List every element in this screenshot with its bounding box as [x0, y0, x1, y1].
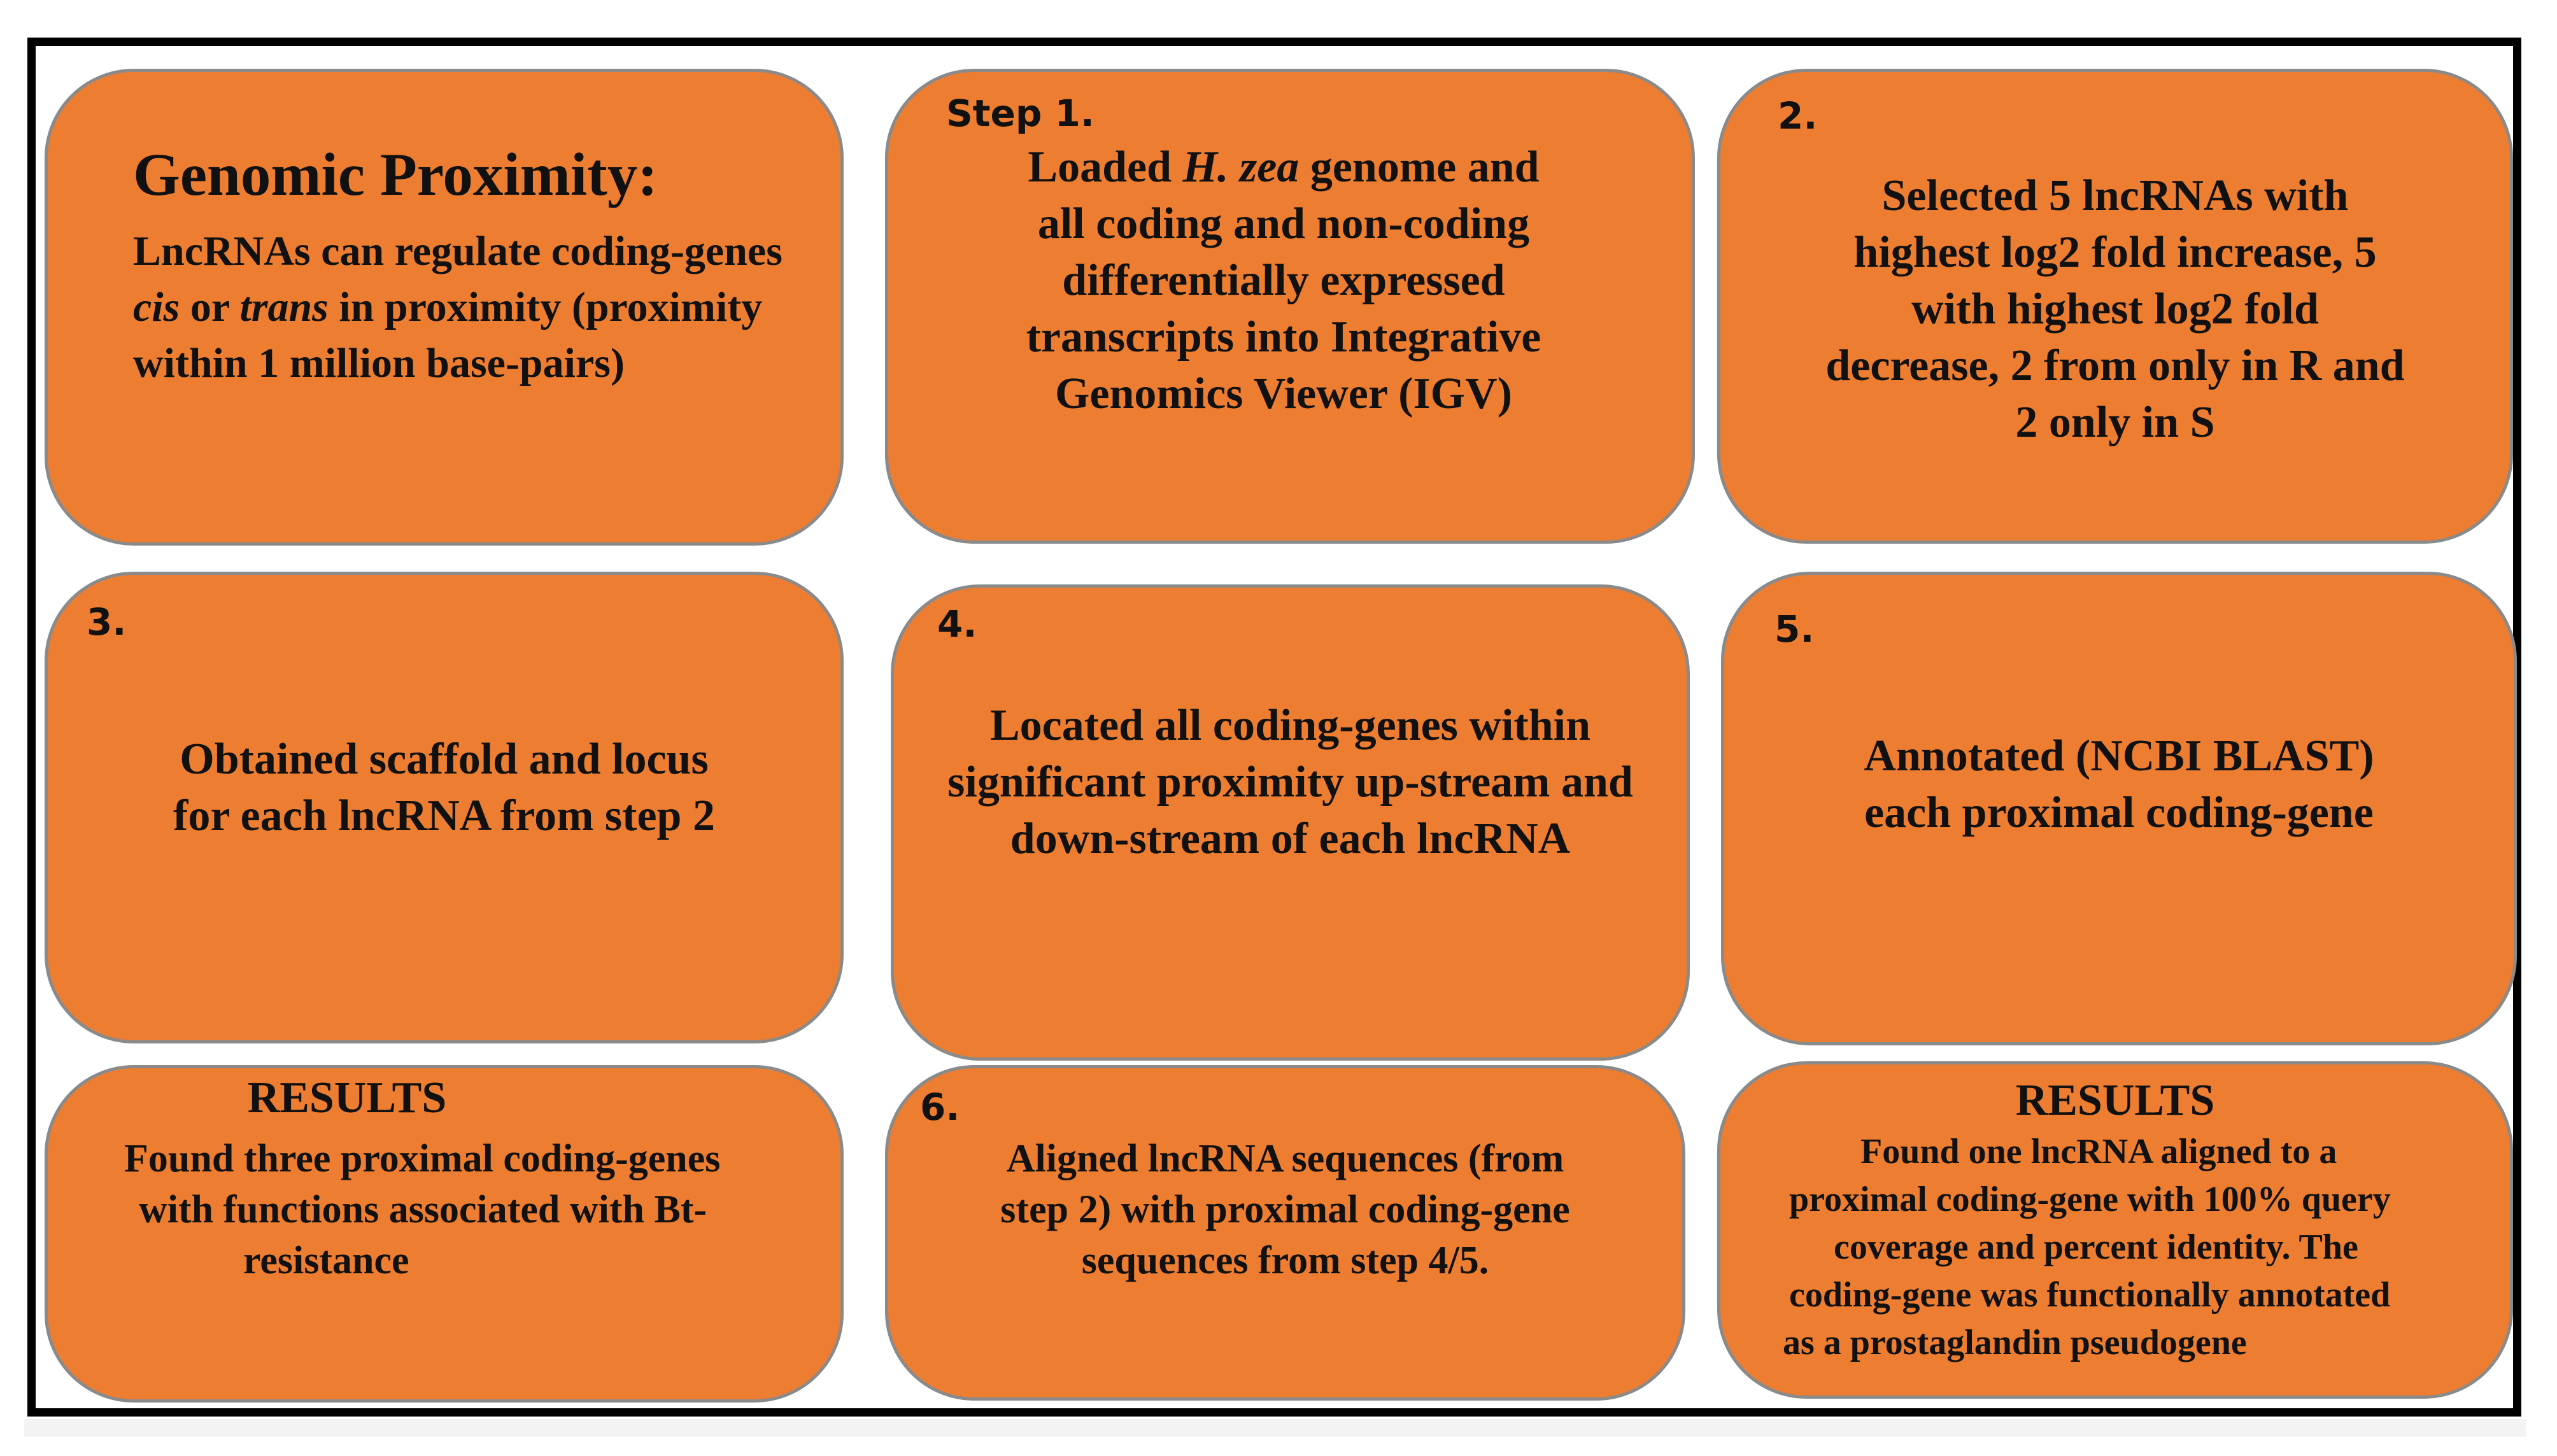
results2-line: Found one lncRNA aligned to a	[1860, 1132, 2337, 1171]
genomic-proximity-text	[133, 223, 783, 392]
step4-label: 4.	[937, 602, 977, 646]
step6-line: Aligned lncRNA sequences (from	[1006, 1137, 1564, 1180]
genomic-proximity-title: Genomic Proximity:	[133, 141, 658, 208]
step1-line: Genomics Viewer (IGV)	[1054, 369, 1512, 418]
step1-line: all coding and non-coding	[1037, 199, 1530, 248]
step3-box	[45, 572, 844, 1043]
step6-line: step 2) with proximal coding-gene	[1000, 1188, 1570, 1231]
step2-box	[1717, 69, 2513, 544]
results1-title: RESULTS	[247, 1073, 447, 1122]
step2-line: highest log2 fold increase, 5	[1853, 228, 2377, 277]
results2-text	[1720, 1128, 2510, 1367]
step4-text	[894, 697, 1687, 867]
step2-text	[1720, 167, 2510, 451]
step3-label: 3.	[87, 600, 127, 644]
step4-line: significant proximity up-stream and	[947, 758, 1633, 807]
step2-line: with highest log2 fold	[1911, 285, 2319, 334]
results2-line: proximal coding-gene with 100% query	[1789, 1180, 2391, 1219]
step1-text	[888, 139, 1692, 422]
step1-line: differentially expressed	[1062, 256, 1505, 305]
step4-line: Located all coding-genes within	[989, 701, 1591, 750]
step3-line: Obtained scaffold and locus	[180, 735, 709, 784]
intro-line: LncRNAs can regulate coding-genes	[133, 228, 783, 274]
genomic-proximity-box	[45, 69, 844, 546]
step2-line: Selected 5 lncRNAs with	[1881, 171, 2349, 220]
step5-line: each proximal coding-gene	[1864, 788, 2374, 837]
step1-label: Step 1.	[946, 92, 1094, 135]
step6-label: 6.	[920, 1085, 960, 1129]
results1-line: Found three proximal coding-genes	[124, 1137, 721, 1180]
step5-line: Annotated (NCBI BLAST)	[1864, 732, 2374, 781]
results1-box	[45, 1065, 844, 1403]
step1-line: transcripts into Integrative	[1026, 313, 1541, 362]
results2-line: coding-gene was functionally annotated	[1789, 1275, 2391, 1315]
step4-box	[891, 584, 1690, 1061]
results2-line: as a prostaglandin pseudogene	[1783, 1323, 2247, 1362]
results1-line: resistance	[243, 1239, 409, 1282]
intro-line: cis or trans in proximity (proximity	[133, 284, 763, 330]
step5-text	[1724, 728, 2514, 841]
step3-text	[48, 731, 840, 844]
step5-label: 5.	[1774, 607, 1815, 651]
intro-line: within 1 million base-pairs)	[133, 340, 625, 386]
step6-box	[885, 1065, 1685, 1401]
bottom-strip	[24, 1419, 2526, 1437]
results2-title: RESULTS	[2015, 1076, 2215, 1125]
results1-text	[48, 1133, 840, 1286]
step2-line: 2 only in S	[2015, 398, 2215, 447]
step6-line: sequences from step 4/5.	[1081, 1239, 1489, 1282]
step5-box	[1721, 572, 2517, 1045]
step3-line: for each lncRNA from step 2	[173, 791, 715, 840]
step1-line: Loaded H. zea genome and	[1028, 143, 1540, 192]
results2-box	[1717, 1061, 2513, 1399]
step1-box	[885, 69, 1695, 544]
step2-line: decrease, 2 from only in R and	[1825, 341, 2405, 390]
step4-line: down-stream of each lncRNA	[1010, 814, 1571, 863]
step2-label: 2.	[1778, 94, 1818, 138]
results1-line: with functions associated with Bt-	[139, 1188, 707, 1231]
step6-text	[888, 1133, 1682, 1286]
results2-line: coverage and percent identity. The	[1834, 1227, 2358, 1267]
